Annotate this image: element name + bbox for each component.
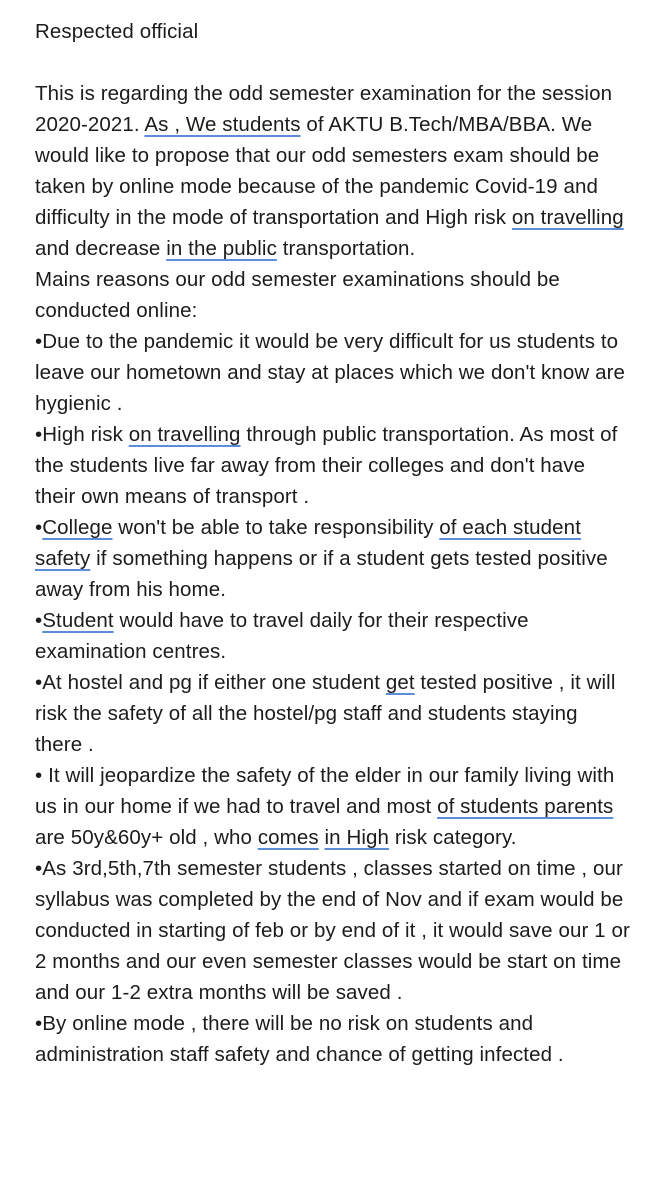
reasons-list	[35, 326, 630, 1070]
reason-text: •At hostel and pg if either one student	[35, 671, 386, 694]
reason-text: risk category.	[389, 826, 517, 849]
reason-text: •Due to the pandemic it would be very difficult for us students to leave our hometown and stay at places which we don't know are hygienic .	[35, 330, 626, 415]
reason-text: are 50y&60y+ old , who	[35, 826, 258, 849]
grammar-flag[interactable]: of each student safety	[35, 516, 581, 570]
grammar-flag[interactable]: in High	[324, 826, 390, 849]
grammar-flag[interactable]: Student	[42, 609, 114, 632]
reason-item	[35, 326, 630, 419]
grammar-flag[interactable]: on travelling	[128, 423, 241, 446]
reason-text: •	[35, 609, 43, 632]
reason-item	[35, 512, 630, 605]
reason-text: won't be able to take responsibility	[112, 516, 440, 539]
intro-text: and decrease	[35, 237, 167, 260]
reason-text: •High risk	[35, 423, 129, 446]
intro-paragraph	[35, 78, 630, 264]
reason-item	[35, 1008, 630, 1070]
grammar-flag[interactable]: As , We students	[144, 113, 301, 136]
reason-text: •By online mode , there will be no risk on students and administration staff safety and chance of getting infected .	[35, 1012, 564, 1066]
reason-text: would have to travel daily for their respective examination centres.	[35, 609, 529, 663]
salutation: Respected official	[35, 20, 199, 43]
reason-text: • It will jeopardize the safety of the elder in our family living with us in our home if we had to travel and most	[35, 764, 615, 818]
intro-text: This is regarding the odd semester examination for the session 2020-2021.	[35, 82, 613, 136]
grammar-flag[interactable]: get	[385, 671, 415, 694]
intro-text: of AKTU B.Tech/MBA/BBA. We would like to propose that our odd semesters exam should be taken by online mode because of the pandemic Covid-19 and difficulty in the mode of transportation and High risk	[35, 113, 600, 229]
reasons-heading: Mains reasons our odd semester examinations should be conducted online:	[35, 268, 560, 322]
reason-text: through public transportation. As most of the students live far away from their colleges and don't have their own means of transport .	[35, 423, 618, 508]
grammar-flag[interactable]: College	[42, 516, 113, 539]
intro-text: transportation.	[276, 237, 416, 260]
reason-text: tested positive , it will risk the safety of all the hostel/pg staff and students staying there .	[35, 671, 616, 756]
reason-text: •As 3rd,5th,7th semester students , classes started on time , our syllabus was completed by the end of Nov and if exam would be conducted in starting of feb or by end of it , it would save our 1 or 2 months and our even semester classes would be start on time and our 1-2 extra months will be saved .	[35, 857, 630, 1004]
grammar-flag[interactable]: of students parents	[437, 795, 614, 818]
reason-item	[35, 760, 630, 853]
reason-item	[35, 667, 630, 760]
reason-text: •	[35, 516, 43, 539]
reason-item	[35, 605, 630, 667]
grammar-flag[interactable]: comes	[257, 826, 319, 849]
reason-item	[35, 419, 630, 512]
grammar-flag[interactable]: on travelling	[511, 206, 624, 229]
reason-text: if something happens or if a student gets tested positive away from his home.	[35, 547, 608, 601]
grammar-flag[interactable]: in the public	[166, 237, 277, 260]
reason-item	[35, 853, 630, 1008]
